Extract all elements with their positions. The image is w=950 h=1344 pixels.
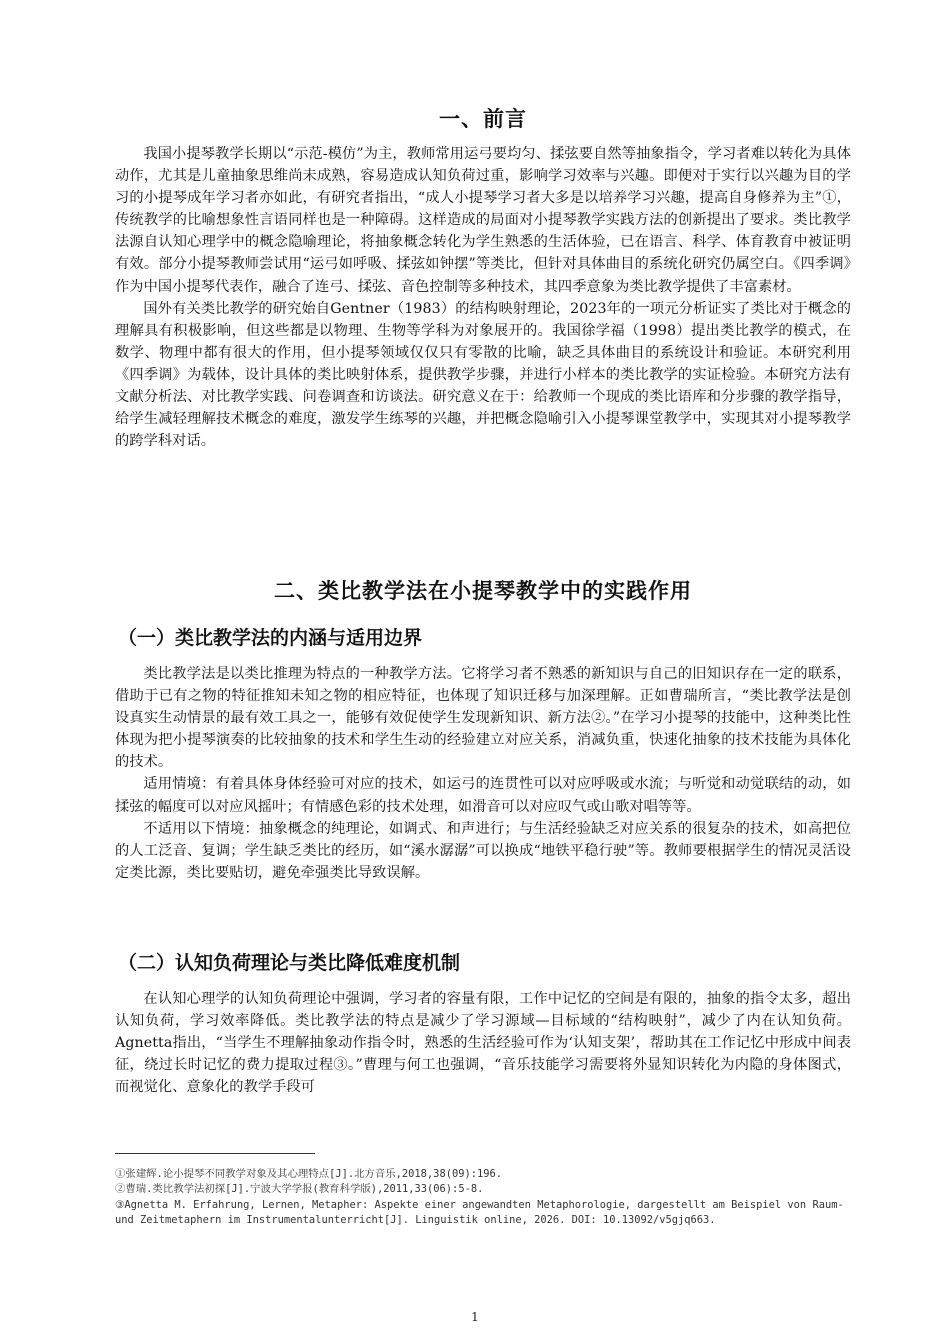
paragraph-intro-1: 我国小提琴教学长期以“示范-模仿”为主，教师常用运弓要均匀、揉弦要自然等抽象指令，学习者难以转化为具体动作，尤其是儿童抽象思维尚未成熟，容易造成认知负荷过重，影响学习效率与兴趣。即便对于实行以兴趣为目的学习的小提琴成年学习者亦如此，有研究者指出，“成人小提琴学习者大多是以培养学习兴趣，提高自身修养为主”①，传统教学的比喻想象性言语同样也是一种障碍。这样造成的局面对小提琴教学实践方法的创新提出了要求。类比教学法源自认知心理学中的概念隐喻理论，将抽象概念转化为学生熟悉的生活体验，已在语言、科学、体育教育中被证明有效。部分小提琴教师尝试用“运弓如呼吸、揉弦如钟摆”等类比，但针对具体曲目的系统化研究仍属空白。《四季调》作为中国小提琴代表作，融合了连弓、揉弦、音色控制等多种技术，其四季意象为类比教学提供了丰富素材。: [115, 146, 851, 295]
subsection-2-body: [115, 988, 851, 1098]
paragraph-cognitive-load: 在认知心理学的认知负荷理论中强调，学习者的容量有限，工作中记忆的空间是有限的，抽象的指令太多，超出认知负荷，学习效率降低。类比教学法的特点是减少了学习源域—目标域的“结构映射”，减少了内在认知负荷。Agnetta指出，“当学生不理解抽象动作指令时，熟悉的生活经验可作为‘认知支架’，帮助其在工作记忆中形成中间表征，绕过长时记忆的费力提取过程③。”曹理与何工也强调，“音乐技能学习需要将外显知识转化为内隐的身体图式，而视觉化、意象化的教学手段可: [115, 991, 851, 1096]
footnote-3: ③Agnetta M. Erfahrung, Lernen, Metapher: Aspekte einer angewandten Metaphorologie, dargestellt am Beispiel von Raum- und Zeitmetaphern im Instrumentalunterricht[J]. Linguistik online, 2026. DOI: 10.13092/v5gjq663.: [115, 1198, 844, 1227]
footnotes: [115, 1167, 851, 1229]
paragraph-not-applicable: 不适用以下情境：抽象概念的纯理论，如调式、和声进行；与生活经验缺乏对应关系的很复杂的技术，如高把位的人工泛音、复调；学生缺乏类比的经历，如“溪水潺潺”可以换成“地铁平稳行驶”等。教师要根据学生的情况灵活设定类比源，类比要贴切，避免牵强类比导致误解。: [115, 820, 851, 881]
paragraph-definition: 类比教学法是以类比推理为特点的一种教学方法。它将学习者不熟悉的新知识与自己的旧知识存在一定的联系，借助于已有之物的特征推知未知之物的相应特征，也体现了知识迁移与加深理解。正如曹瑞所言，“类比教学法是创设真实生动情景的最有效工具之一，能够有效促使学生发现新知识、新方法②。”在学习小提琴的技能中，这种类比性体现为把小提琴演奏的比较抽象的技术和学生生动的经验建立对应关系，消减负重，快速化抽象的技术技能为具体化的技术。: [115, 666, 851, 771]
footnote-2: ②曹瑞.类比教学法初探[J].宁波大学学报(教育科学版),2011,33(06):5-8.: [115, 1183, 484, 1196]
page-number: 1: [471, 1310, 479, 1324]
section-1-body: [115, 143, 851, 452]
section-1-heading: 一、前言: [439, 107, 527, 131]
paragraph-intro-2: 国外有关类比教学的研究始自Gentner（1983）的结构映射理论，2023年的一项元分析证实了类比对于概念的理解具有积极影响，但这些都是以物理、生物等学科为对象展开的。我国徐学福（1998）提出类比教学的模式，在数学、物理中都有很大的作用，但小提琴领域仅仅只有零散的比喻，缺乏具体曲目的系统设计和验证。本研究利用《四季调》为载体，设计具体的类比映射体系，提供教学步骤，并进行小样本的类比教学的实证检验。本研究方法有文献分析法、对比教学实践、问卷调查和访谈法。研究意义在于：给教师一个现成的类比语库和分步骤的教学指导，给学生减轻理解技术概念的难度，激发学生练琴的兴趣，并把概念隐喻引入小提琴课堂教学中，实现其对小提琴教学的跨学科对话。: [115, 300, 851, 450]
subsection-1-body: [115, 663, 851, 884]
subsection-2-heading: （二）认知负荷理论与类比降低难度机制: [118, 952, 461, 974]
footnote-divider: [115, 1153, 315, 1154]
subsection-1-heading: （一）类比教学法的内涵与适用边界: [118, 627, 423, 649]
footnote-1: ①张建辉.论小提琴不同教学对象及其心理特点[J].北方音乐,2018,38(09):196.: [115, 1168, 502, 1180]
paragraph-applicable: 适用情境：有着具体身体经验可对应的技术，如运弓的连贯性可以对应呼吸或水流；与听觉和动觉联结的动，如揉弦的幅度可以对应风摇叶；有情感色彩的技术处理，如滑音可以对应叹气或山歌对唱等等。: [115, 776, 851, 815]
section-2-heading: 二、类比教学法在小提琴教学中的实践作用: [274, 579, 692, 603]
